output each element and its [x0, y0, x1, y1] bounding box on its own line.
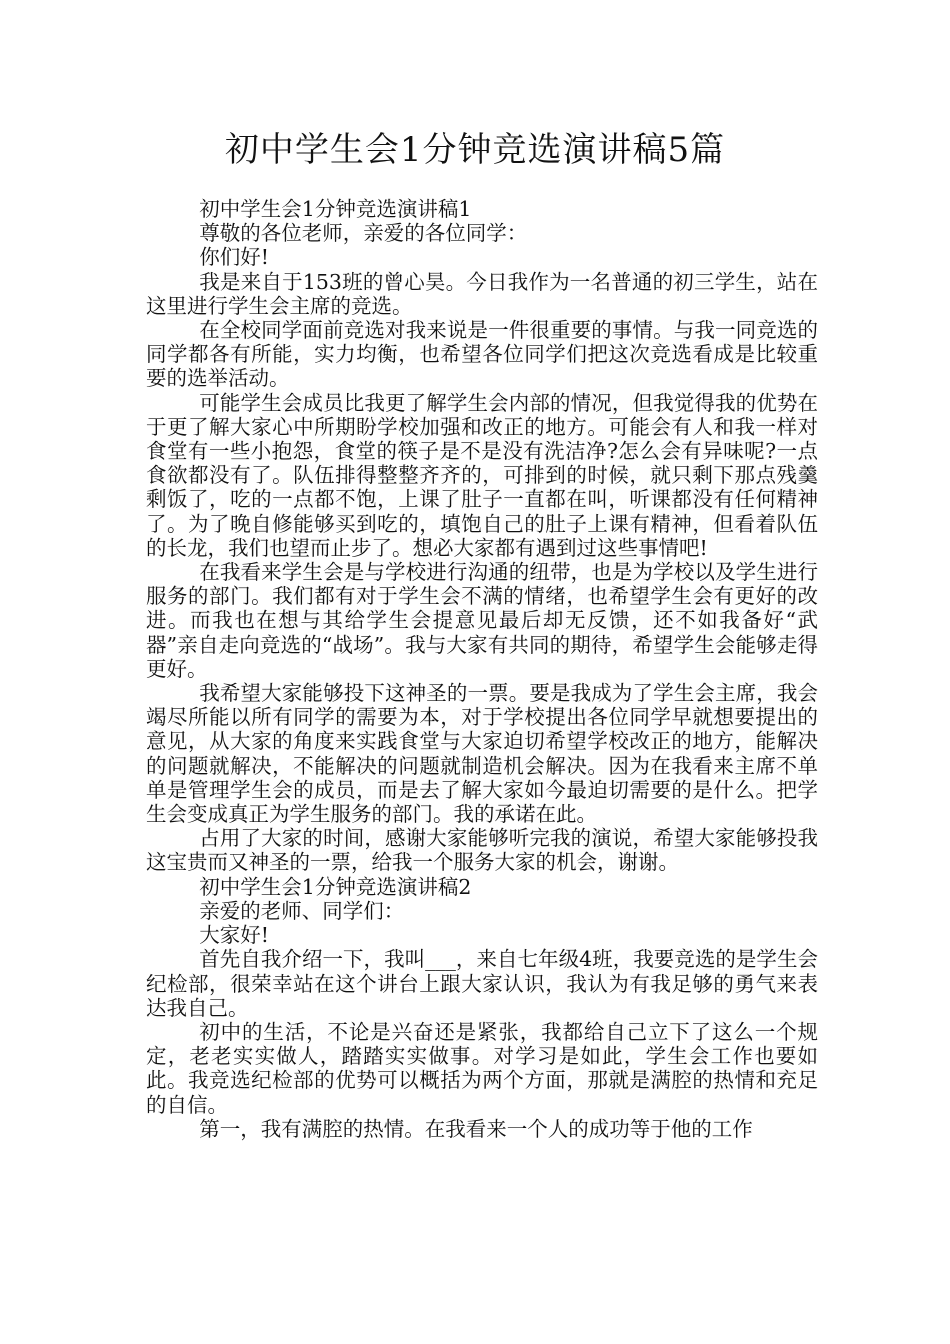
paragraph: 初中的生活，不论是兴奋还是紧张，我都给自己立下了这么一个规定，老老实实做人，踏踏实实做事。对学习是如此，学生会工作也要如此。我竞选纪检部的优势可以概括为两个方面，那就是满腔的热情和充足的自信。 — [146, 1019, 818, 1117]
paragraph: 我希望大家能够投下这神圣的一票。要是我成为了学生会主席，我会竭尽所能以所有同学的需要为本，对于学校提出各位同学早就想要提出的意见，从大家的角度来实践食堂与大家迫切希望学校改正的地方，能解决的问题就解决，不能解决的问题就制造机会解决。因为在我看来主席不单单是管理学生会的成员，而是去了解大家如今最迫切需要的是什么。把学生会变成真正为学生服务的部门。我的承诺在此。 — [146, 681, 818, 827]
salutation: 亲爱的老师、同学们： — [199, 898, 405, 923]
section-heading: 初中学生会1分钟竞选演讲稿2 — [199, 874, 472, 899]
paragraph: 首先自我介绍一下，我叫___，来自七年级4班，我要竞选的是学生会纪检部，很荣幸站在这个讲台上跟大家认识，我认为有我足够的勇气来表达我自己。 — [146, 947, 818, 1020]
greeting: 大家好! — [199, 923, 270, 948]
section-heading: 初中学生会1分钟竞选演讲稿1 — [199, 197, 472, 221]
paragraph: 第一，我有满腔的热情。在我看来一个人的成功等于他的工作 — [199, 1116, 753, 1141]
paragraph: 占用了大家的时间，感谢大家能够听完我的演说，希望大家能够投我这宝贵而又神圣的一票，给我一个服务大家的机会，谢谢。 — [146, 826, 818, 875]
paragraph: 可能学生会成员比我更了解学生会内部的情况，但我觉得我的优势在于更了解大家心中所期盼学校加强和改正的地方。可能会有人和我一样对食堂有一些小抱怨，食堂的筷子是不是没有洗洁净?怎么会有异味呢?一点食欲都没有了。队伍排得整整齐齐的，可排到的时候，就只剩下那点残羹剩饭了，吃的一点都不饱，上课了肚子一直都在叫，听课都没有任何精神了。为了晚自修能够买到吃的，填饱自己的肚子上课有精神，但看着队伍的长龙，我们也望而止步了。想必大家都有遇到过这些事情吧! — [146, 390, 818, 560]
greeting: 你们好! — [199, 245, 270, 270]
document-title: 初中学生会1分钟竞选演讲稿5篇 — [224, 130, 726, 170]
paragraph: 在全校同学面前竞选对我来说是一件很重要的事情。与我一同竞选的同学都各有所能，实力均衡，也希望各位同学们把这次竞选看成是比较重要的选举活动。 — [146, 318, 818, 391]
paragraph: 我是来自于153班的曾心昊。今日我作为一名普通的初三学生，站在这里进行学生会主席的竞选。 — [146, 269, 818, 318]
document-body — [146, 197, 818, 1141]
salutation: 尊敬的各位老师，亲爱的各位同学： — [199, 221, 528, 246]
paragraph: 在我看来学生会是与学校进行沟通的纽带，也是为学校以及学生进行服务的部门。我们都有对于学生会不满的情绪，也希望学生会有更好的改进。而我也在想与其给学生会提意见最后却无反馈，还不如我备好“武器”亲自走向竞选的“战场”。我与大家有共同的期待，希望学生会能够走得更好。 — [146, 560, 818, 681]
